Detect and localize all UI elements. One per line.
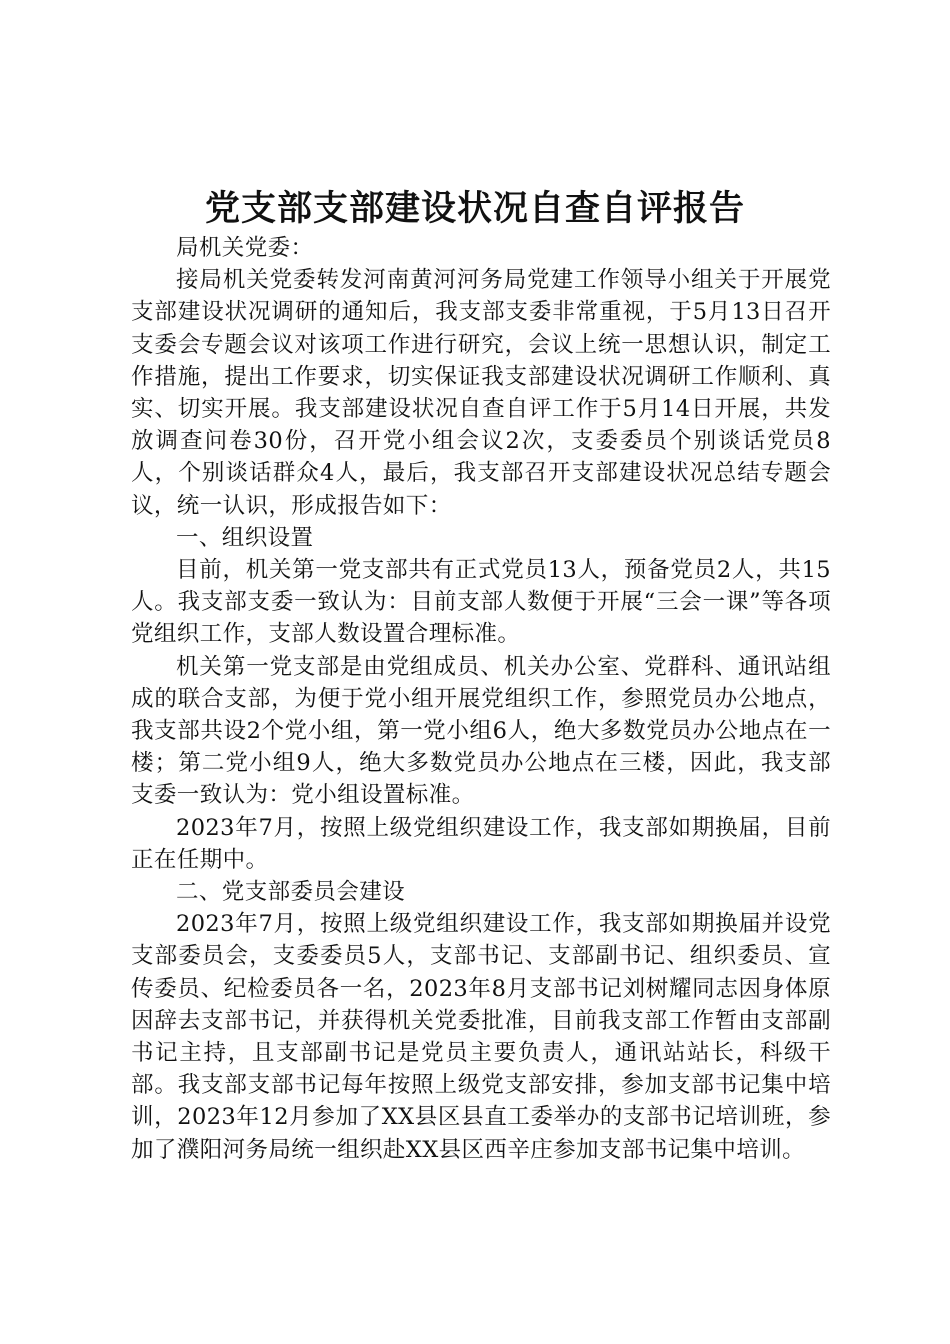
paragraph-party-groups: 机关第一党支部是由党组成员、机关办公室、党群科、通讯站组成的联合支部，为便于党小组开展党组织工作，参照党员办公地点，我支部共设2个党小组，第一党小组6人，绝大多数党员办公地点在一楼；第二党小组9人，绝大多数党员办公地点在三楼，因此，我支部支委一致认为：党小组设置标准。 xyxy=(131,653,831,809)
paragraph-election: 2023年7月，按照上级党组织建设工作，我支部如期换届，目前正在任期中。 xyxy=(131,814,831,873)
paragraph-committee: 2023年7月，按照上级党组织建设工作，我支部如期换届并设党支部委员会，支委委员5人，支部书记、支部副书记、组织委员、宣传委员、纪检委员各一名，2023年8月支部书记刘树耀同志因身体原因辞去支部书记，并获得机关党委批准，目前我支部工作暂由支部副书记主持，且支部副书记是党员主要负责人，通讯站站长，科级干部。我支部支部书记每年按照上级党支部安排，参加支部书记集中培训，2023年12月参加了XX县区县直工委举办的支部书记培训班，参加了濮阳河务局统一组织赴XX县区西辛庄参加支部书记集中培训。 xyxy=(131,911,831,1163)
document-title: 党支部支部建设状况自查自评报告 xyxy=(204,189,745,229)
section-heading-organization: 一、组织设置 xyxy=(176,524,314,551)
section-heading-committee: 二、党支部委员会建设 xyxy=(176,879,406,906)
paragraph-member-count: 目前，机关第一党支部共有正式党员13人，预备党员2人，共15人。我支部支委一致认为：目前支部人数便于开展“三会一课”等各项党组织工作，支部人数设置合理标准。 xyxy=(131,557,831,648)
paragraph-intro: 接局机关党委转发河南黄河河务局党建工作领导小组关于开展党支部建设状况调研的通知后，我支部支委非常重视，于5月13日召开支委会专题会议对该项工作进行研究，会议上统一思想认识，制定工作措施，提出工作要求，切实保证我支部建设状况调研工作顺利、真实、切实开展。我支部建设状况自查自评工作于5月14日开展，共发放调查问卷30份，召开党小组会议2次，支委委员个别谈话党员8人，个别谈话群众4人，最后，我支部召开支部建设状况总结专题会议，统一认识，形成报告如下： xyxy=(131,267,831,519)
salutation: 局机关党委： xyxy=(176,235,314,261)
document-body xyxy=(131,232,831,1166)
